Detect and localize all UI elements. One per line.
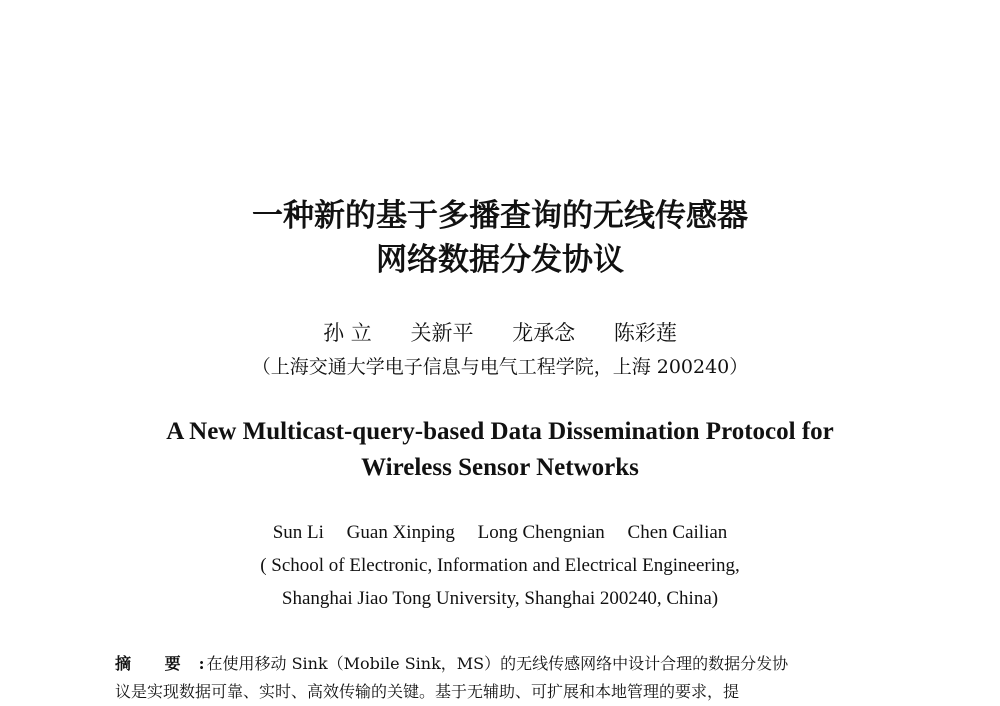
chinese-title-line-1: 一种新的基于多播查询的无线传感器 — [252, 198, 748, 234]
english-affiliation-line-1: ( School of Electronic, Information and Electrical Engineering, — [260, 555, 740, 576]
chinese-author-4: 陈彩莲 — [613, 321, 677, 345]
abstract-label: 摘 要 — [115, 654, 195, 673]
english-affiliation-line-2: Shanghai Jiao Tong University, Shanghai 200240, China) — [281, 588, 719, 609]
abstract-line-2 — [115, 679, 905, 705]
chinese-affiliation: （上海交通大学电子信息与电气工程学院，上海 200240） — [251, 356, 749, 378]
chinese-author-1: 孙 立 — [323, 321, 372, 345]
chinese-author-2: 关新平 — [410, 321, 474, 345]
english-title-line-2: Wireless Sensor Networks — [361, 454, 639, 481]
abstract-label-colon: : — [198, 654, 205, 673]
english-title-line-1: A New Multicast-query-based Data Dissemination Protocol for — [166, 418, 834, 445]
english-author-list — [0, 522, 1000, 544]
abstract-text-line-1: 在使用移动 Sink（Mobile Sink，MS）的无线传感网络中设计合理的数据分发协 — [206, 654, 789, 673]
chinese-author-3: 龙承念 — [512, 321, 576, 345]
chinese-title-line-2: 网络数据分发协议 — [376, 242, 624, 278]
english-author-1: Sun Li — [272, 522, 324, 543]
english-author-3: Long Chengnian — [477, 522, 605, 543]
abstract-line-1 — [115, 651, 905, 677]
english-author-2: Guan Xinping — [346, 522, 455, 543]
english-author-4: Chen Cailian — [627, 522, 728, 543]
abstract-text-line-2: 议是实现数据可靠、实时、高效传输的关键。基于无辅助、可扩展和本地管理的要求，提 — [115, 682, 740, 701]
chinese-author-list — [0, 317, 1000, 347]
